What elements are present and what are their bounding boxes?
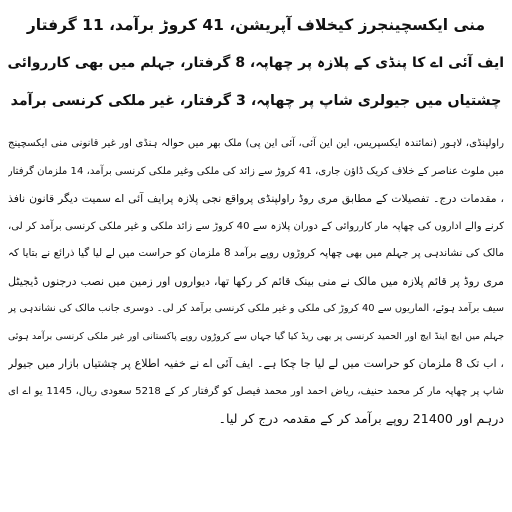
headline-sub-rawalpindi: ایف آئی اے کا پنڈی کے پلازہ پر چھاپہ، 8 گرفتار، جہلم میں بھی کارروائی	[8, 55, 504, 71]
article-line: راولپنڈی، لاہور (نمائندہ ایکسپریس، این این آئی، آئی این پی) ملک بھر میں حوالہ ہنڈی اور غیر قانونی منی ایکسچینج	[8, 138, 504, 149]
article-line: شاپ پر چھاپہ مار کر محمد حنیف، ریاض احمد اور محمد فیصل کو گرفتار کر کے 5218 سعودی ریال، 1145 یو اے ای	[8, 385, 504, 397]
article-line: میں ملوث عناصر کے خلاف کریک ڈاؤن جاری، 41 کروڑ سے زائد کی ملکی وغیر ملکی کرنسی برآمد، 14 ملزمان گرفتار	[8, 165, 504, 177]
headline-sub-chishtian: چشتیاں میں جیولری شاپ پر چھاپہ، 3 گرفتار، غیر ملکی کرنسی برآمد	[10, 93, 502, 109]
article-line: مالک کی نشاندہی پر جہلم میں بھی چھاپہ کروڑوں روپے برآمد 8 ملزمان کو حراست میں لے لیا گیا ذرائع نے بتایا کہ	[8, 247, 504, 259]
article-line: ، مقدمات درج۔ تفصیلات کے مطابق مری روڈ راولپنڈی پرواقع نجی پلازہ پرایف آئی اے سمیت دیگر قانون نافذ	[8, 192, 504, 205]
article-line: جہلم میں ایچ اینڈ ایچ اور الحمید کرنسی پر بھی ریڈ کیا گیا جہاں سے کروڑوں روپے پاکستانی اور غیر ملکی کرنسی برآمد ہوئی	[8, 330, 504, 342]
headline-main: منی ایکسچینجرز کیخلاف آپریشن، 41 کروڑ برآمد، 11 گرفتار	[26, 16, 486, 34]
article-line: درہم اور 21400 روپے برآمد کر کے مقدمہ درج کر لیا۔	[218, 411, 504, 426]
article-line: کرنے والے اداروں کی چھاپہ مار کارروائی کے دوران پلازہ سے 40 کروڑ سے زائد ملکی و غیر ملکی کرنسی برآمد کر لی،	[8, 220, 504, 232]
article-line: مری روڈ پر قائم پلازہ میں مالک نے منی بینک قائم کر رکھا تھا، دیواروں اور زمین میں نصب درجنوں ڈیجیٹل	[8, 274, 504, 288]
article-line: سیف برآمد ہوئے، الماریوں سے 40 کروڑ کی ملکی و غیر ملکی کرنسی برآمد کر لی۔ دوسری جانب مالک کی نشاندہی پر	[8, 303, 504, 314]
article-body	[8, 130, 504, 433]
article-line: ، اب تک 8 ملزمان کو حراست میں لے لیا جا چکا ہے۔ ایف آئی اے نے خفیہ اطلاع پر چشتیاں بازار میں جیولر	[8, 357, 504, 370]
headline-block	[8, 10, 504, 116]
